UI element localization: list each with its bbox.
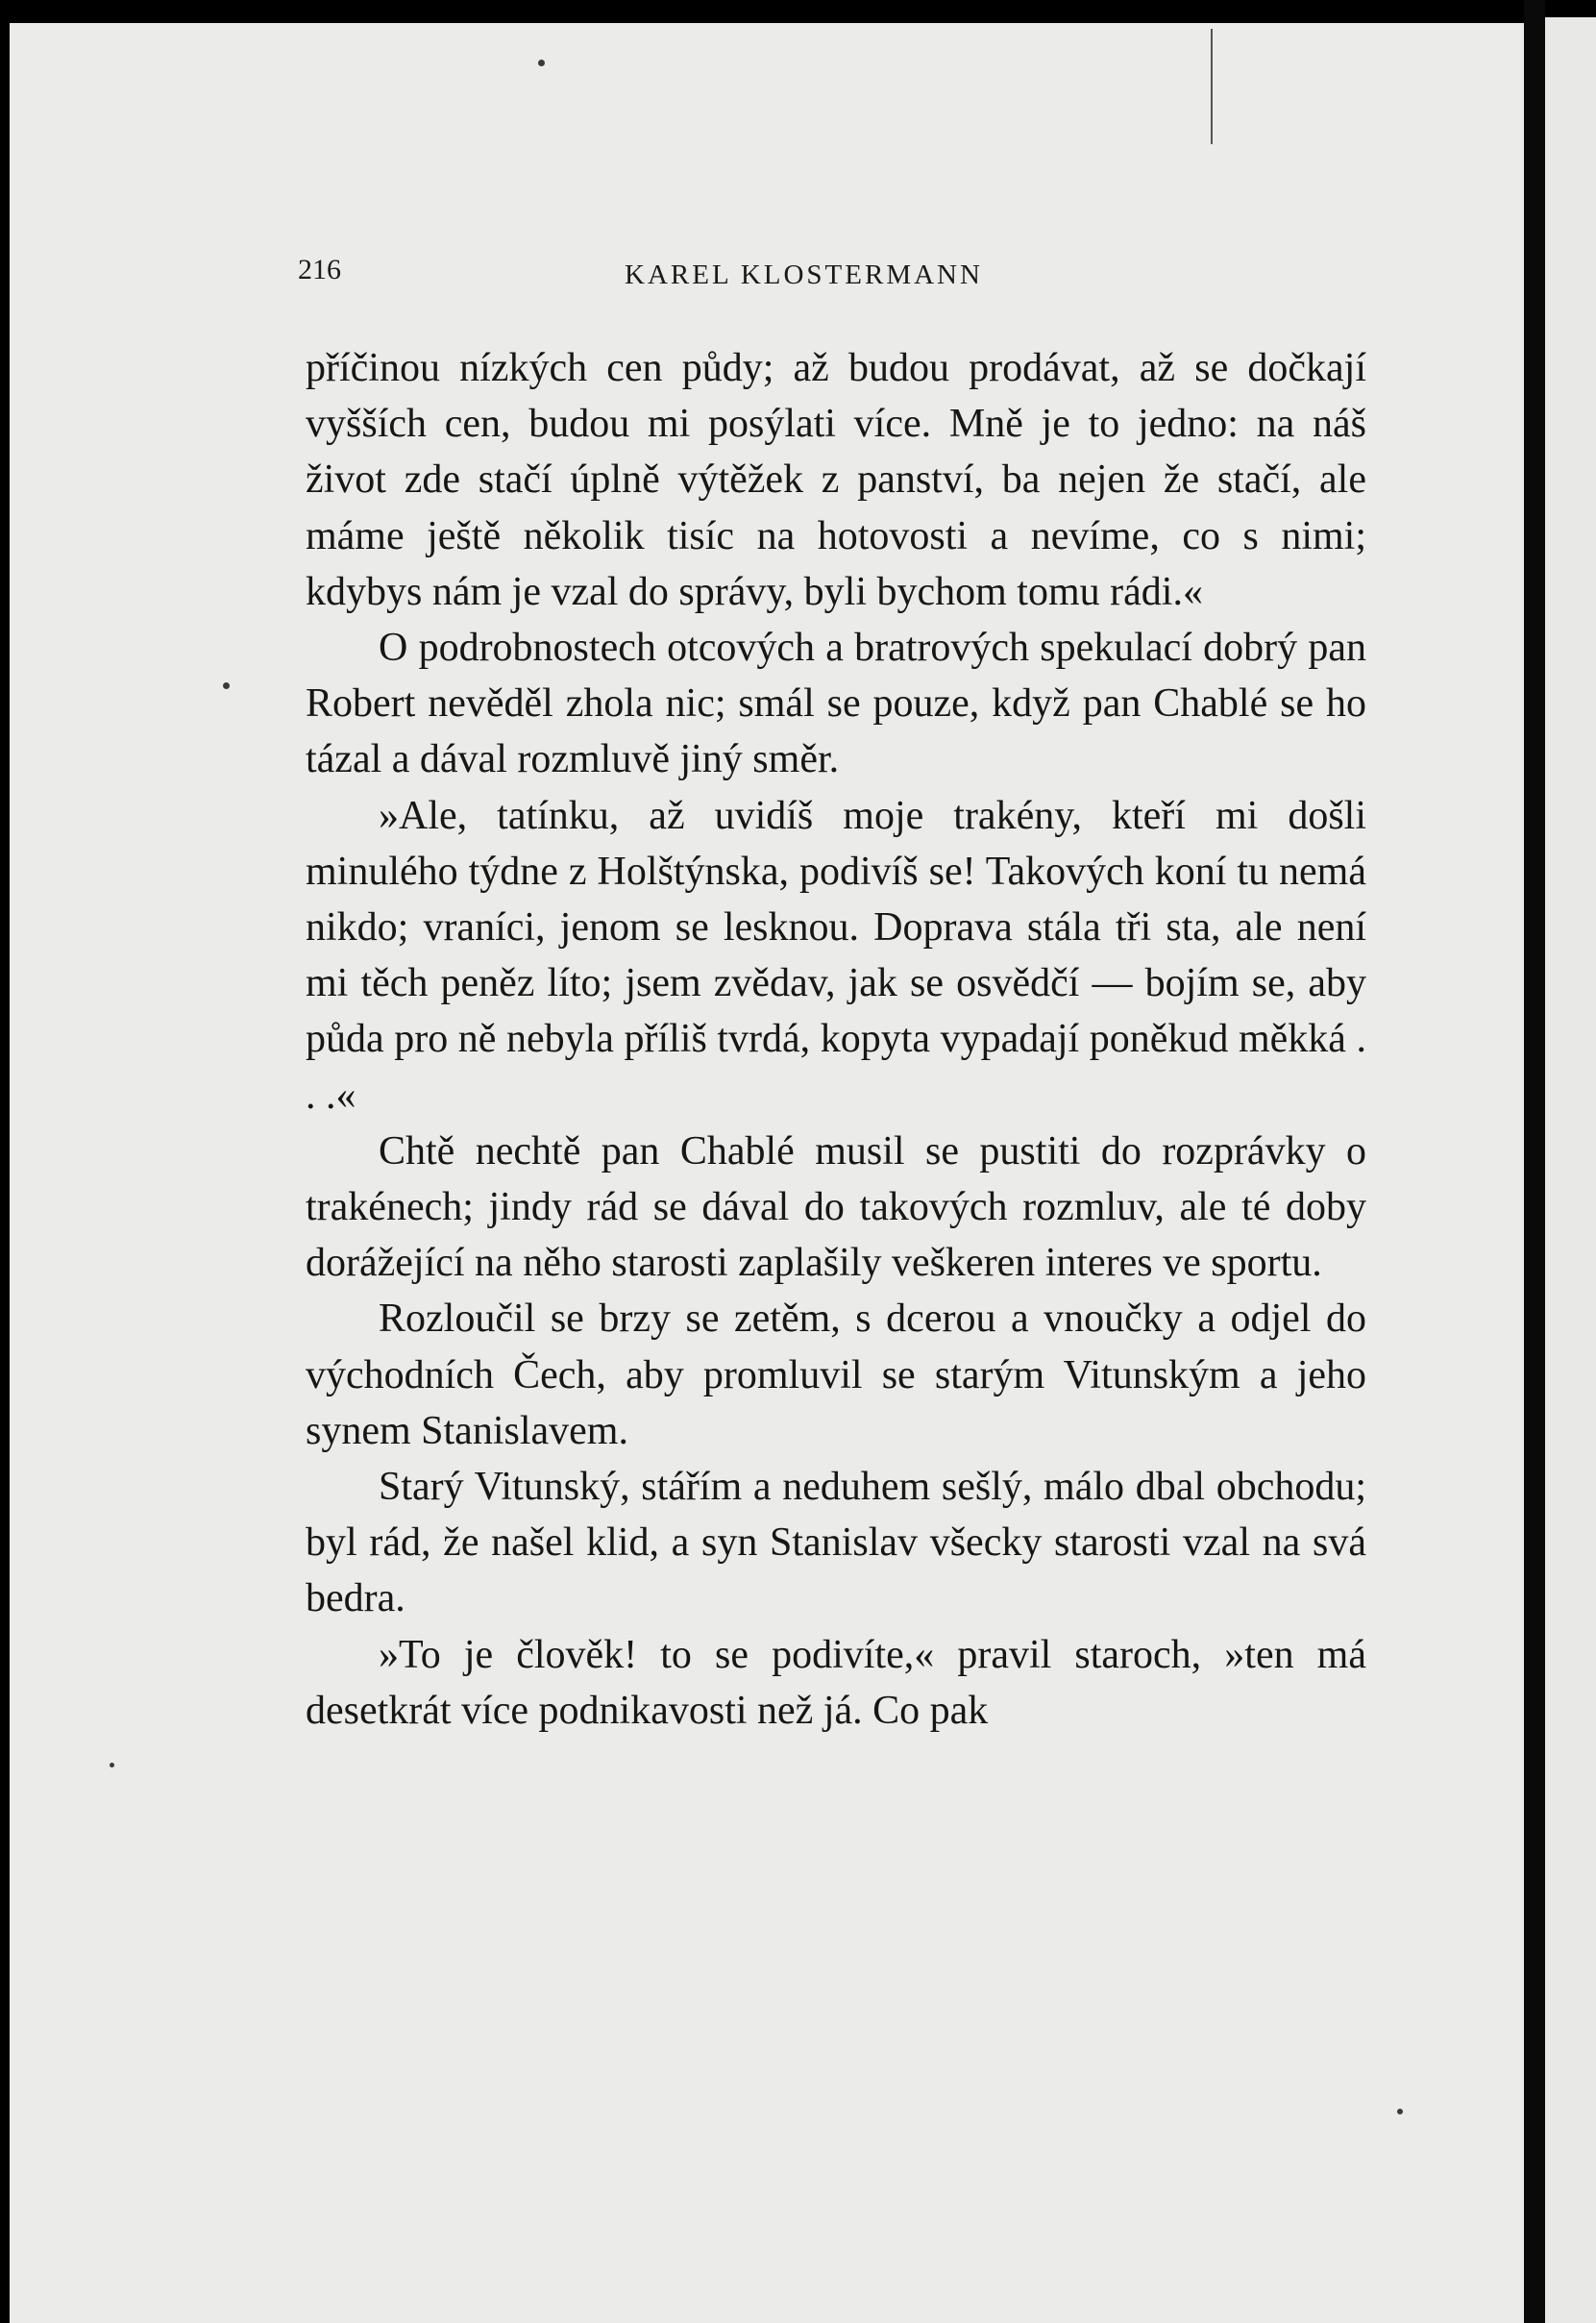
ink-speck [538,60,545,66]
body-text [306,340,1366,1739]
page-edge-mark [1211,29,1213,144]
ink-speck [110,1763,114,1767]
ink-speck [1397,2109,1403,2114]
page-number: 216 [298,254,341,285]
paragraph: O podrobnostech otcových a bratrových spekulací dobrý pan Robert nevěděl zhola nic; smál se pouze, když pan Chablé se ho tázal a dával rozmluvě jiný směr. [306,626,1366,782]
paragraph: »Ale, tatínku, až uvidíš moje trakény, kteří mi došli minulého týdne z Holštýnska, podivíš se! Takových koní tu nemá nikdo; vraníci, jenom se lesknou. Doprava stála tři sta, ale není mi těch peněz líto; jsem zvědav, jak se osvědčí — bojím se, aby půda pro ně nebyla příliš tvrdá, kopyta vypadají poněkud měkká . . .« [306,793,1366,1118]
binding-gutter [1524,0,1545,2323]
paragraph: »To je člověk! to se podivíte,« pravil staroch, »ten má desetkrát více podnikavosti než já. Co pak [306,1632,1366,1733]
ink-speck [223,682,230,689]
paragraph: Chtě nechtě pan Chablé musil se pustiti do rozprávky o trakénech; jindy rád se dával do takových rozmluv, ale té doby dorážející na něho starosti zaplašily veškeren interes ve sportu. [306,1128,1366,1286]
running-head: KAREL KLOSTERMANN [625,259,983,290]
paragraph: Rozloučil se brzy se zetěm, s dcerou a vnoučky a odjel do východních Čech, aby promluvil se starým Vitunským a jeho synem Stanislavem. [306,1297,1366,1453]
paragraph: příčinou nízkých cen půdy; až budou prodávat, až se dočkají vyšších cen, budou mi posýlati více. Mně je to jedno: na náš život zde stačí úplně výtěžek z panství, ba nejen že stačí, ale máme ještě několik tisíc na hotovosti a nevíme, co s nimi; kdybys nám je vzal do správy, byli bychom tomu rádi.« [306,346,1366,614]
adjacent-page-edge [1545,17,1596,2323]
paragraph: Starý Vitunský, stářím a neduhem sešlý, málo dbal obchodu; byl rád, že našel klid, a syn Stanislav všecky starosti vzal na svá bedra. [306,1465,1366,1621]
page-header [298,250,1047,298]
